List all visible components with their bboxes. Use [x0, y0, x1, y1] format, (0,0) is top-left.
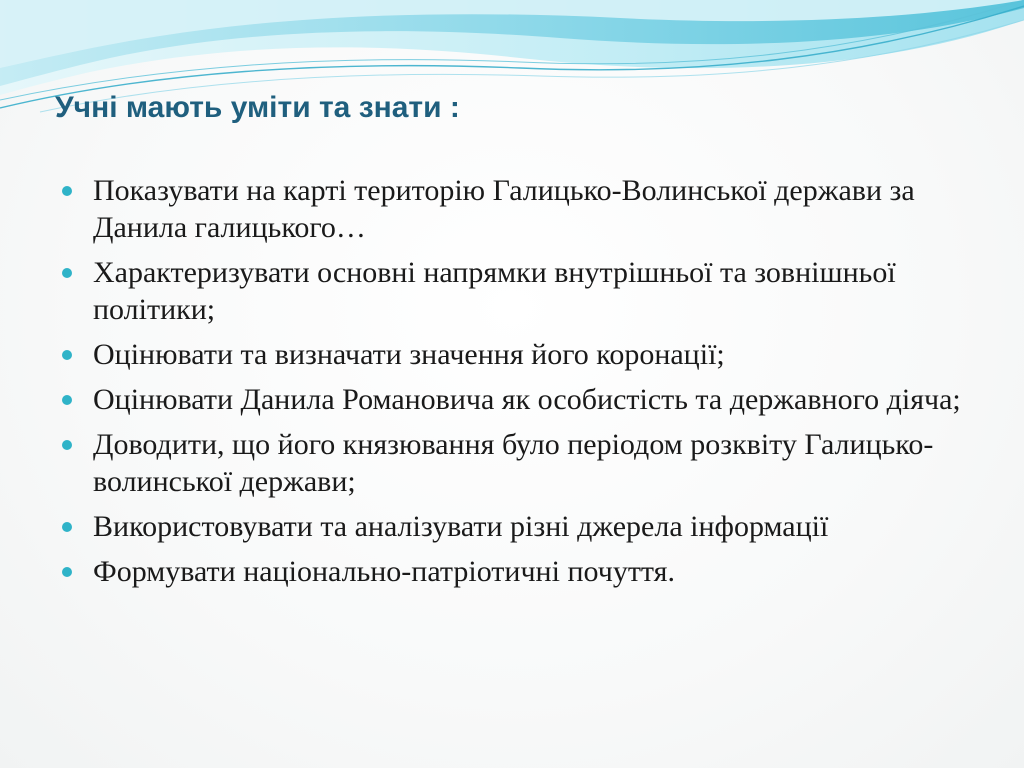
list-item-text: Характеризувати основні напрямки внутрішньої та зовнішньої політики; [93, 256, 896, 326]
bullet-dot-icon [62, 522, 72, 532]
list-item-text: Використовувати та аналізувати різні джерела інформації [93, 510, 829, 543]
list-item-text: Оцінювати Данила Романовича як особистість та державного діяча; [93, 383, 961, 416]
bullet-dot-icon [62, 186, 72, 196]
bullet-dot-icon [62, 395, 72, 405]
bullet-dot-icon [62, 440, 72, 450]
bullet-dot-icon [62, 350, 72, 360]
list-item [62, 426, 962, 500]
list-item [62, 508, 962, 545]
list-item-text: Доводити, що його князювання було періодом розквіту Галицько-волинської держави; [93, 428, 934, 498]
list-item-text: Оцінювати та визначати значення його коронації; [93, 338, 725, 371]
list-item-text: Показувати на карті територію Галицько-Волинської держави за Данила галицького… [93, 174, 915, 244]
list-item [62, 172, 962, 246]
list-item [62, 254, 962, 328]
bullet-list [62, 172, 962, 598]
list-item-text: Формувати національно-патріотичні почуття. [93, 555, 675, 588]
bullet-dot-icon [62, 268, 72, 278]
list-item [62, 553, 962, 590]
list-item [62, 381, 962, 418]
bullet-dot-icon [62, 567, 72, 577]
list-item [62, 336, 962, 373]
slide-title: Учні мають уміти та знати : [55, 91, 460, 124]
